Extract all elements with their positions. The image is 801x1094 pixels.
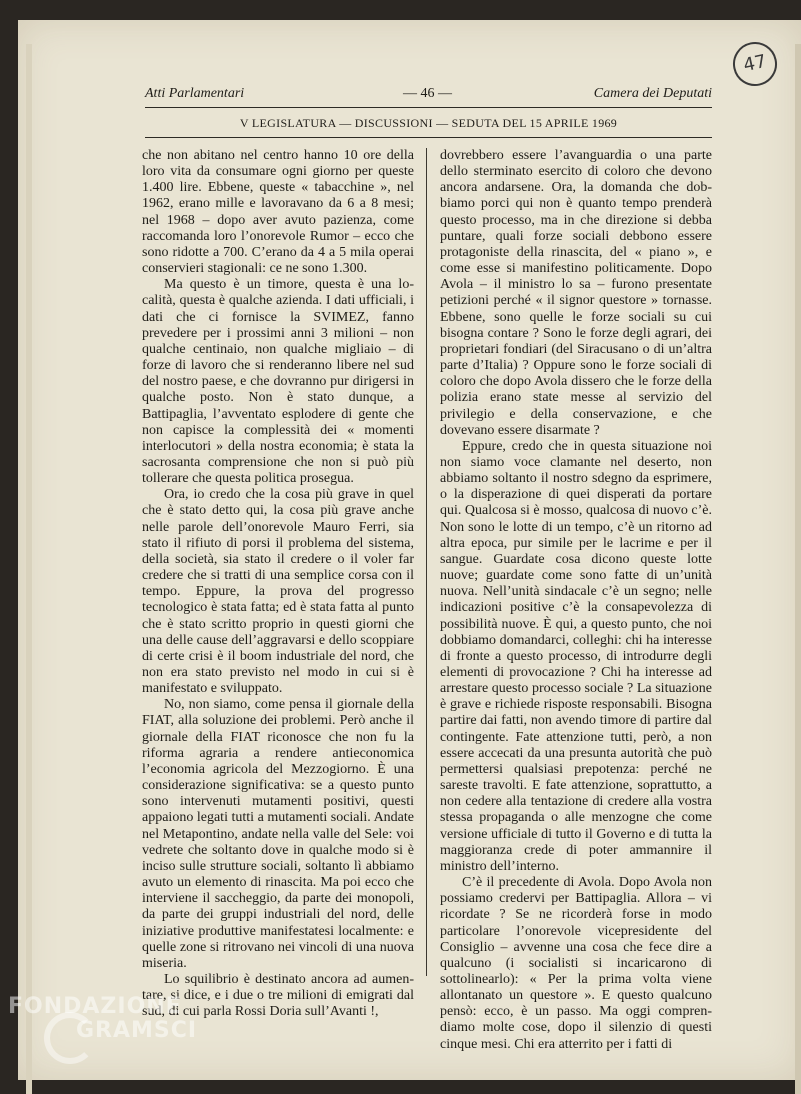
page-edge-left bbox=[26, 44, 32, 1094]
paragraph: Eppure, credo che in questa situazione noi non siamo voce clamante nel deserto, non abbiamo soltanto il nostro sdegno da esprimere, o la disperazione di quei disperati da portare qui. Qualcosa si è mosso, qualcosa di nuovo c’è. Non sono le lotte di un tempo, c’è un ritorno ad altra epoca, pur simile per le lacrime e per il sangue. Guardate cosa dicono queste lotte nuove; guardate come sono fatte di un’unità nuova. Nell’unità sindacale c’è un segno; nelle indicazioni positive c’è la consapevolezza di possibilità nuove. È qui, a questo punto, che noi dobbiamo domandarci, colleghi: chi ha interesse di fronte a questo processo, di introdurre degli elementi di provocazione ? Chi ha interesse ad arrestare questo processo sociale ? La situazione è grave e richiede risposte responsabili. Bisogna partire dai fatti, non avendo timore di partire dal contingente. Fate attenzione tutti, però, a non essere accecati da una presunta autorità che può permettersi qualsiasi prepotenza: perché ne sareste travolti. E fate attenzione, soprattutto, a non cedere alla tentazione di credere alla vostra stessa propaganda o alle menzogne che come versione ufficiale di tutto il Governo e di tutta la maggioranza crede di poter ammannire il ministro dell’interno. bbox=[440, 438, 712, 874]
watermark-line-1: FONDAZIONE bbox=[8, 994, 182, 1019]
column-divider bbox=[426, 148, 427, 976]
paragraph: dovrebbero essere l’avanguardia o una parte dello sterminato esercito di coloro che devono ancora andarsene. Ora, la domanda che dobbiamo porci qui non è quanto tempo prenderà questo processo, ma in che direzione si debba puntare, quali forze sociali debbono essere protagoniste della rinascita, del « piano », e come esse si manifestino politicamente. Dopo Avola – il ministro lo sa – furono presentate petizioni perché « il signor questore » tornasse. Ebbene, sono quelle le forze sociali su cui bisogna contare ? Sono le forze degli agrari, dei proprietari fondiari (del Siracusano o di un’altra parte d’Italia) ? Oppure sono le forze sociali di coloro che dopo Avola dissero che le forze della polizia erano state messe al servizio del privilegio e della conservazione, e che dovevano essere disarmate ? bbox=[440, 148, 712, 438]
text-column-left bbox=[142, 148, 414, 1020]
header-rule-bottom bbox=[145, 137, 712, 138]
page-number: — 46 — bbox=[403, 86, 452, 101]
header-rule-top bbox=[145, 107, 712, 108]
paragraph: No, non siamo, come pensa il giornale della FIAT, alla soluzione dei problemi. Però anche il giornale della FIAT riconosce che non fu la riforma agraria a rendere antieconomica l’economia agricola del Mezzogiorno. È una considerazione significativa: se a questo punto sono intervenuti mutamenti positivi, questi appaiono legati tutti a mutamenti sociali. Andate nel Metapontino, andate nella valle del Sele: voi vedrete che soltanto dove in qualche modo si è inciso sulle strutture sociali, soltanto lì abbiamo avuto un elemento di rinascita. Ma poi ecco che interviene il saccheggio, da parte dei monopoli, da parte dei gruppi industriali del nord, delle iniziative produttive manifestatesi localmente: e quelle zone si ritrovano nei vincoli di una nuova miseria. bbox=[142, 697, 414, 971]
session-line: V LEGISLATURA — DISCUSSIONI — SEDUTA DEL 15 APRILE 1969 bbox=[239, 116, 618, 130]
header-right: Camera dei Deputati bbox=[593, 86, 712, 101]
paragraph: che non abitano nel centro hanno 10 ore della loro vita da consumare ogni giorno per queste 1.400 lire. Ebbene, queste « tabacchine », nel 1962, erano mille e lavoravano da 6 a 8 mesi; nel 1968 – dopo aver avuto pazienza, come raccomanda loro l’onorevole Rumor – ecco che sono ridotte a 700. C’erano da 4 a 5 mila operai conservieri stagionali: ce ne sono 1.300. bbox=[142, 148, 414, 277]
watermark-line-2: GRAMSCI bbox=[76, 1018, 198, 1043]
archive-number-stamp: 47 bbox=[729, 38, 781, 90]
text-column-right bbox=[440, 148, 712, 1053]
header-left: Atti Parlamentari bbox=[145, 86, 245, 101]
paragraph: Ma questo è un timore, questa è una località, questa è qualche azienda. I dati ufficiali, i dati che ci fornisce la SVIMEZ, fanno prevedere per i prossimi anni 3 milioni – non qualche centinaio, non qualche migliaio – di forze di lavoro che si renderanno libere nel sud del nostro paese, e che dovranno pur dirigersi in qualche posto. Non è stato dunque, a Battipaglia, l’avventato esplodere di gente che non capisce la complessità dei « momenti interlocutori » della nostra economia; è stata la sacrosanta comprensione che non si può più tollerare che questa politica prosegua. bbox=[142, 277, 414, 487]
fondazione-gramsci-watermark bbox=[8, 994, 198, 1074]
paragraph: C’è il precedente di Avola. Dopo Avola non possiamo credervi per Battipaglia. Allora – vi ricordate ? Se ne ricorderà forse in modo particolare l’onorevole vicepresidente del Consiglio – avvenne una cosa che fece dire a qualcuno (i socialisti si incaricarono di sottolinearlo): « Per la prima volta viene allontanato un questore ». E questo qualcuno pensò: ecco, è un passo. Ma oggi comprendiamo molte cose, dopo il silenzio di questi cinque mesi. Chi era atterrito per i fatti di bbox=[440, 875, 712, 1052]
running-header bbox=[145, 86, 712, 106]
page-edge-right bbox=[795, 44, 801, 1094]
paragraph: Ora, io credo che la cosa più grave in quel che è stato detto qui, la cosa più grave anche nelle parole dell’onorevole Mauro Ferri, sia stato il rifiuto di porsi il problema del sistema, della società, sia stato il credere o il voler far credere che si tratti di una semplice corsa con il tempo. Eppure, la prova del progresso tecnologico è stata fatta; ed è stata fatta al punto che è stato scritto proprio in questi giorni che una delle cause dell’aggravarsi e dello scoppiare di certe crisi è il boom industriale del nord, che non era stato previsto nel modo in cui si è manifestato e sviluppato. bbox=[142, 487, 414, 697]
paragraph: Lo squilibrio è destinato ancora ad aumentare, si dice, e i due o tre milioni di emigrati dal sud, di cui parla Rossi Doria sull’Avanti !, bbox=[142, 971, 414, 1020]
